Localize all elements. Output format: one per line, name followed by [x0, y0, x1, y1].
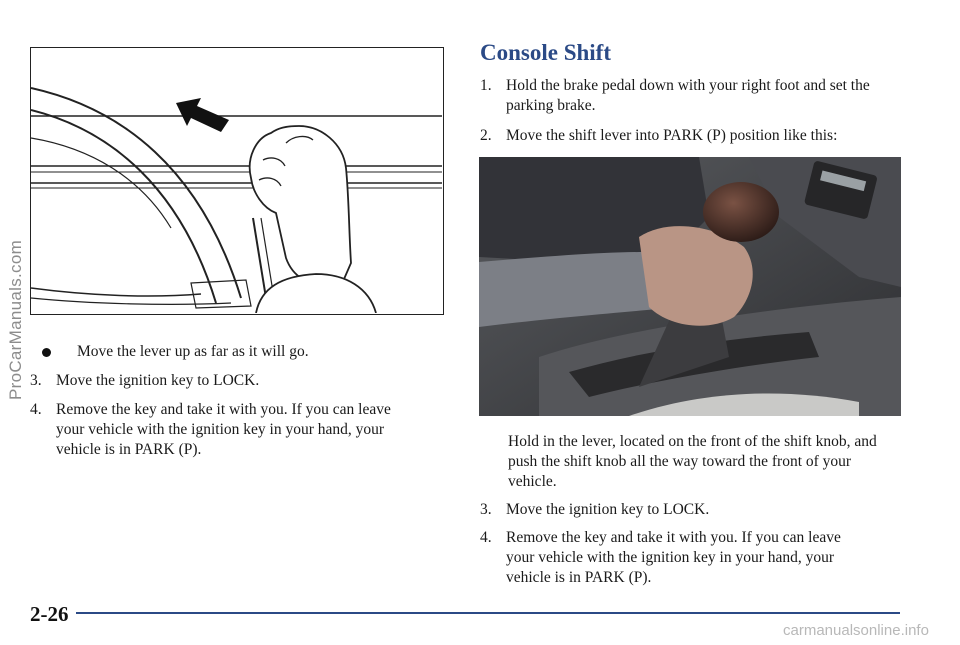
step-text: Move the shift lever into PARK (P) position like this: [506, 127, 838, 144]
step-text: Move the ignition key to LOCK. [56, 372, 260, 389]
up-arrow-icon [176, 98, 229, 132]
left-step-4 [30, 400, 450, 462]
right-step-2 [480, 126, 910, 146]
step-text: Remove the key and take it with you. If you can leave your vehicle with the ignition key in your hand, your vehicle is in PARK (P). [56, 401, 391, 458]
step-number: 4. [480, 529, 492, 546]
bullet-dot-icon [42, 348, 51, 357]
footer-watermark: carmanualsonline.info [783, 622, 929, 639]
page-number: 2-26 [30, 602, 69, 626]
footer-rule [76, 612, 900, 614]
step-number: 3. [480, 501, 492, 518]
step-text: Move the ignition key to LOCK. [506, 501, 710, 518]
note-paragraph: Hold in the lever, located on the front of the shift knob, and push the shift knob all the way toward the front of your vehicle. [508, 433, 877, 490]
column-shift-drawing [31, 48, 442, 313]
step-number: 3. [30, 372, 42, 389]
right-step-3 [480, 500, 910, 520]
side-watermark: ProCarManuals.com [6, 239, 25, 400]
step-number: 1. [480, 77, 492, 94]
console-shift-photo [479, 157, 901, 416]
bullet-text: Move the lever up as far as it will go. [77, 343, 309, 360]
right-step-1 [480, 76, 910, 118]
section-heading: Console Shift [480, 40, 611, 65]
left-step-3 [30, 371, 450, 391]
step-text: Hold the brake pedal down with your right foot and set the parking brake. [506, 77, 870, 114]
step-number: 4. [30, 401, 42, 418]
right-step-4 [480, 528, 910, 590]
column-shift-illustration [30, 47, 444, 315]
console-shift-photo-drawing [479, 157, 901, 416]
step-text: Remove the key and take it with you. If you can leave your vehicle with the ignition key in your hand, your vehicle is in PARK (P). [506, 529, 841, 586]
step-number: 2. [480, 127, 492, 144]
